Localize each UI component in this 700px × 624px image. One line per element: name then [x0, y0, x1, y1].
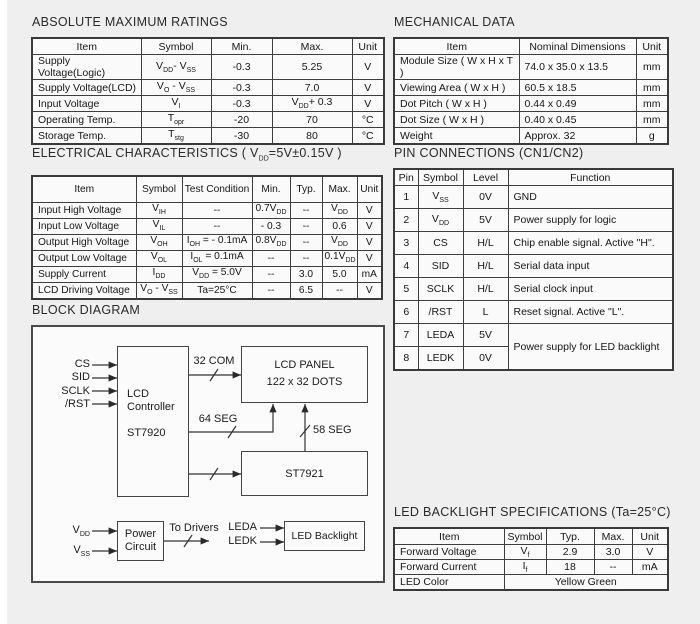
table-cell: $V_{DD}$ [418, 209, 463, 232]
table-cell: 6.5 [290, 282, 322, 299]
table-cell: °C [352, 128, 384, 145]
table-cell: Viewing Area ( W x H ) [394, 80, 519, 96]
table-row [394, 278, 673, 301]
table-cell: 2 [394, 209, 418, 232]
table-row [394, 80, 668, 96]
table-cell: V [632, 545, 668, 560]
table-row [32, 218, 382, 234]
table-header-cell: Typ. [546, 528, 594, 545]
table-cell: 8 [394, 347, 418, 371]
controller-label-line2: Controller [127, 401, 175, 413]
table-cell: Operating Temp. [32, 112, 141, 128]
table-row [32, 128, 384, 145]
table-cell: $I_{OH}$ = - 0.1mA [182, 234, 252, 250]
table-cell: 1 [394, 186, 418, 209]
table-cell: H/L [463, 255, 508, 278]
table-cell: $V_I$ [141, 96, 211, 112]
table-cell: LEDA [418, 324, 463, 347]
table-cell: Serial data input [508, 255, 673, 278]
com-bus-label: 32 COM [193, 355, 235, 367]
table-row [394, 545, 668, 560]
table-row [394, 55, 668, 80]
table-cell: Chip enable signal. Active "H". [508, 232, 673, 255]
power-circuit-box [117, 521, 164, 561]
table-cell: $V_{DD}$ [322, 234, 357, 250]
table-cell: 0.6 [322, 218, 357, 234]
block-diagram [31, 325, 385, 583]
table-header-cell: Unit [636, 38, 668, 55]
table-cell: $V_{IH}$ [136, 202, 182, 218]
seg64-bus-label: 64 SEG [198, 413, 238, 425]
table-cell: Serial clock input [508, 278, 673, 301]
table-header-cell: Min. [211, 38, 272, 55]
table-header-cell: Item [32, 38, 141, 55]
table-cell: 74.0 x 35.0 x 13.5 [519, 55, 636, 80]
table-cell: -- [290, 234, 322, 250]
table-cell: 0V [463, 347, 508, 371]
table-row [32, 250, 382, 266]
table-cell: $V_{DD}$ [322, 202, 357, 218]
rst-pin-label: /RST [64, 398, 90, 410]
table-cell: /RST [418, 301, 463, 324]
table-header-cell: Unit [352, 38, 384, 55]
table-row [394, 96, 668, 112]
table-cell: Supply Voltage(LCD) [32, 80, 141, 96]
power-label-line2: Circuit [124, 541, 157, 553]
controller-label-line1: LCD [127, 388, 150, 400]
table-cell: Dot Size ( W x H ) [394, 112, 519, 128]
table-cell: $0.8V_{DD}$ [252, 234, 290, 250]
table-cell: 3.0 [594, 545, 632, 560]
table-cell: 5V [463, 209, 508, 232]
table-cell: mA [632, 560, 668, 575]
table-cell: Input Voltage [32, 96, 141, 112]
table-cell: Power supply for logic [508, 209, 673, 232]
table-cell: Supply Current [32, 266, 136, 282]
table-cell: Power supply for LED backlight [508, 324, 673, 371]
table-cell: -- [290, 218, 322, 234]
table-cell: $V_{DD}-$ $V_{SS}$ [141, 55, 211, 80]
table-row [32, 234, 382, 250]
table-row [394, 186, 673, 209]
table-cell: 3 [394, 232, 418, 255]
controller-part-number: ST7920 [127, 427, 166, 439]
table-cell: V [357, 250, 382, 266]
table-header-cell: Symbol [141, 38, 211, 55]
table-cell: - 0.3 [252, 218, 290, 234]
lcd-controller-box [117, 346, 189, 497]
segment-driver-box [241, 451, 368, 496]
table-row [32, 266, 382, 282]
table-cell: $V_{DD} = 5.0V$ [182, 266, 252, 282]
table-row [394, 301, 673, 324]
table-cell: Forward Current [394, 560, 504, 575]
section-title: BLOCK DIAGRAM [32, 303, 141, 317]
table-cell: 5.0 [322, 266, 357, 282]
table-row [32, 96, 384, 112]
mechanical-data-table [393, 37, 669, 145]
section-title: LED BACKLIGHT SPECIFICATIONS (Ta=25°C) [394, 505, 671, 519]
table-row [394, 112, 668, 128]
table-header-cell: Max. [594, 528, 632, 545]
table-cell: SCLK [418, 278, 463, 301]
section-mechanical-data [393, 15, 669, 145]
table-header-cell: Symbol [504, 528, 546, 545]
section-block-diagram [31, 303, 385, 583]
table-row [394, 209, 673, 232]
table-cell: $V_{OL}$ [136, 250, 182, 266]
table-cell: 2.9 [546, 545, 594, 560]
table-header-cell: Level [463, 169, 508, 186]
table-cell: $V_O - V_{SS}$ [136, 282, 182, 299]
panel-label-line2: 122 x 32 DOTS [266, 376, 343, 388]
table-cell: GND [508, 186, 673, 209]
table-header-cell: Max. [272, 38, 352, 55]
table-cell: 18 [546, 560, 594, 575]
table-cell: SID [418, 255, 463, 278]
electrical-characteristics-table [31, 175, 383, 300]
section-electrical-characteristics [31, 146, 383, 300]
section-title: MECHANICAL DATA [394, 15, 515, 29]
page-left-margin [0, 0, 7, 624]
table-cell: Storage Temp. [32, 128, 141, 145]
table-cell: 4 [394, 255, 418, 278]
ledk-pin-label: LEDK [228, 535, 257, 547]
table-row [394, 255, 673, 278]
table-header-row [32, 176, 382, 203]
table-cell: LCD Driving Voltage [32, 282, 136, 299]
table-row [394, 575, 668, 591]
table-row [394, 560, 668, 575]
table-cell: 5V [463, 324, 508, 347]
table-header-cell: Min. [252, 176, 290, 203]
vss-pin-label: $V_{SS}$ [73, 544, 90, 559]
table-cell: -30 [211, 128, 272, 145]
led-backlight-box [284, 521, 365, 551]
sid-pin-label: SID [71, 371, 90, 383]
table-cell: -0.3 [211, 96, 272, 112]
table-cell: Yellow Green [504, 575, 668, 591]
table-header-cell: Item [32, 176, 136, 203]
table-header-cell: Unit [632, 528, 668, 545]
table-cell: mm [636, 112, 668, 128]
table-cell: Output Low Voltage [32, 250, 136, 266]
table-cell: Module Size ( W x H x T ) [394, 55, 519, 80]
table-header-cell: Symbol [418, 169, 463, 186]
table-cell: -- [594, 560, 632, 575]
table-cell: 7 [394, 324, 418, 347]
table-cell: 0V [463, 186, 508, 209]
table-cell: -- [182, 218, 252, 234]
table-cell: -- [252, 250, 290, 266]
table-cell: V [357, 282, 382, 299]
table-cell: 6 [394, 301, 418, 324]
led-backlight-specifications-table [393, 527, 669, 591]
table-cell: -- [322, 282, 357, 299]
table-header-cell: Typ. [290, 176, 322, 203]
table-header-cell: Item [394, 38, 519, 55]
table-row [32, 80, 384, 96]
table-cell: LEDK [418, 347, 463, 371]
lcd-panel-box [241, 346, 368, 403]
table-row [394, 324, 673, 347]
table-cell: 5 [394, 278, 418, 301]
table-header-cell: Item [394, 528, 504, 545]
table-cell: $V_{DD}+ 0.3$ [272, 96, 352, 112]
driver-part-number: ST7921 [285, 467, 324, 480]
table-cell: Reset signal. Active "L". [508, 301, 673, 324]
table-cell: Output High Voltage [32, 234, 136, 250]
table-cell: mm [636, 80, 668, 96]
table-cell: 60.5 x 18.5 [519, 80, 636, 96]
panel-label-line1: LCD PANEL [274, 359, 335, 371]
table-cell: Weight [394, 128, 519, 145]
table-header-row [394, 528, 668, 545]
table-cell: CS [418, 232, 463, 255]
table-cell: -0.3 [211, 80, 272, 96]
table-cell: H/L [463, 232, 508, 255]
table-cell: $V_{IL}$ [136, 218, 182, 234]
table-cell: $I_{OL} = 0.1mA$ [182, 250, 252, 266]
table-cell: $V_{OH}$ [136, 234, 182, 250]
table-cell: -- [290, 202, 322, 218]
table-cell: °C [352, 112, 384, 128]
table-cell: $I_f$ [504, 560, 546, 575]
table-cell: LED Color [394, 575, 504, 591]
table-cell: -- [290, 250, 322, 266]
table-cell: mm [636, 55, 668, 80]
vdd-pin-label: $V_{DD}$ [72, 524, 90, 539]
seg58-bus-label: 58 SEG [313, 424, 352, 436]
table-cell: $I_{DD}$ [136, 266, 182, 282]
pin-connections-table [393, 168, 674, 371]
table-cell: $0.7V_{DD}$ [252, 202, 290, 218]
table-cell: V [357, 234, 382, 250]
table-cell: 7.0 [272, 80, 352, 96]
section-absolute-maximum-ratings [31, 15, 385, 145]
section-title: ABSOLUTE MAXIMUM RATINGS [32, 15, 228, 29]
power-label-line1: Power [124, 528, 157, 540]
table-header-cell: Nominal Dimensions [519, 38, 636, 55]
table-row [32, 202, 382, 218]
table-cell: L [463, 301, 508, 324]
to-drivers-label: To Drivers [169, 522, 219, 534]
table-cell: $V_f$ [504, 545, 546, 560]
table-row [32, 282, 382, 299]
table-cell: V [357, 218, 382, 234]
table-cell: V [352, 96, 384, 112]
table-cell: mA [357, 266, 382, 282]
table-cell: $0.1V_{DD}$ [322, 250, 357, 266]
table-cell: 70 [272, 112, 352, 128]
led-backlight-label: LED Backlight [291, 530, 358, 542]
table-header-row [394, 169, 673, 186]
table-cell: -20 [211, 112, 272, 128]
cs-pin-label: CS [74, 358, 90, 370]
table-cell: 3.0 [290, 266, 322, 282]
table-header-row [394, 38, 668, 55]
table-cell: 5.25 [272, 55, 352, 80]
table-cell: H/L [463, 278, 508, 301]
leda-pin-label: LEDA [228, 521, 257, 533]
table-row [394, 128, 668, 145]
table-header-cell: Pin [394, 169, 418, 186]
table-cell: V [357, 202, 382, 218]
table-header-cell: Test Condition [182, 176, 252, 203]
table-cell: $T_{stg}$ [141, 128, 211, 145]
table-row [394, 232, 673, 255]
table-cell: Approx. 32 [519, 128, 636, 145]
table-cell: -- [182, 202, 252, 218]
table-cell: Input High Voltage [32, 202, 136, 218]
table-cell: -0.3 [211, 55, 272, 80]
table-cell: 0.44 x 0.49 [519, 96, 636, 112]
table-cell: Supply Voltage(Logic) [32, 55, 141, 80]
table-cell: V [352, 80, 384, 96]
section-pin-connections [393, 146, 674, 371]
table-cell: Forward Voltage [394, 545, 504, 560]
table-row [32, 55, 384, 80]
table-header-cell: Unit [357, 176, 382, 203]
table-cell: -- [252, 266, 290, 282]
table-cell: mm [636, 96, 668, 112]
section-led-backlight-specifications [393, 505, 671, 591]
table-cell: -- [252, 282, 290, 299]
table-header-cell: Function [508, 169, 673, 186]
table-cell: Input Low Voltage [32, 218, 136, 234]
table-cell: $V_O - V_{SS}$ [141, 80, 211, 96]
table-cell: $T_{opr}$ [141, 112, 211, 128]
table-cell: V [352, 55, 384, 80]
table-cell: Ta=25°C [182, 282, 252, 299]
table-cell: 0.40 x 0.45 [519, 112, 636, 128]
table-row [32, 112, 384, 128]
table-header-cell: Symbol [136, 176, 182, 203]
section-title: ELECTRICAL CHARACTERISTICS ( $V_{DD}=5V\pm 0.15V$ ) [32, 146, 342, 163]
table-cell: $V_{SS}$ [418, 186, 463, 209]
table-header-cell: Max. [322, 176, 357, 203]
table-header-row [32, 38, 384, 55]
sclk-pin-label: SCLK [61, 385, 90, 397]
section-title: PIN CONNECTIONS (CN1/CN2) [394, 146, 584, 160]
table-cell: g [636, 128, 668, 145]
table-cell: Dot Pitch ( W x H ) [394, 96, 519, 112]
absolute-maximum-ratings-table [31, 37, 385, 145]
table-cell: 80 [272, 128, 352, 145]
